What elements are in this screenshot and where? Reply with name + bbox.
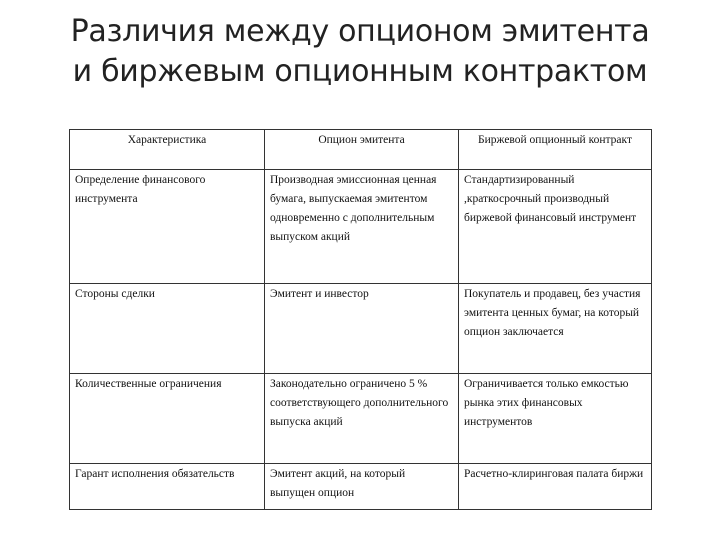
title-line-2: и биржевым опционным контрактом bbox=[72, 54, 648, 89]
exchange-option-cell: Стандартизированный ,краткосрочный производный биржевой финансовый инструмент bbox=[459, 170, 652, 284]
header-characteristic: Характеристика bbox=[70, 130, 265, 170]
exchange-option-cell: Расчетно-клиринговая палата биржи bbox=[459, 464, 652, 510]
row-label: Определение финансового инструмента bbox=[70, 170, 265, 284]
table-row bbox=[70, 170, 652, 284]
issuer-option-cell: Производная эмиссионная ценная бумага, выпускаемая эмитентом одновременно с дополнительным выпуском акций bbox=[265, 170, 459, 284]
comparison-table bbox=[69, 129, 652, 510]
exchange-option-cell: Покупатель и продавец, без участия эмитента ценных бумаг, на который опцион заключается bbox=[459, 284, 652, 374]
issuer-option-cell: Эмитент и инвестор bbox=[265, 284, 459, 374]
issuer-option-cell: Законодательно ограничено 5 % соответствующего дополнительного выпуска акций bbox=[265, 374, 459, 464]
table-row bbox=[70, 464, 652, 510]
row-label: Стороны сделки bbox=[70, 284, 265, 374]
title-line-1: Различия между опционом эмитента bbox=[70, 14, 650, 49]
issuer-option-cell: Эмитент акций, на который выпущен опцион bbox=[265, 464, 459, 510]
row-label: Количественные ограничения bbox=[70, 374, 265, 464]
table-row bbox=[70, 284, 652, 374]
slide-title bbox=[0, 12, 720, 92]
header-exchange-option: Биржевой опционный контракт bbox=[459, 130, 652, 170]
header-issuer-option: Опцион эмитента bbox=[265, 130, 459, 170]
exchange-option-cell: Ограничивается только емкостью рынка этих финансовых инструментов bbox=[459, 374, 652, 464]
table-row bbox=[70, 374, 652, 464]
table-header-row bbox=[70, 130, 652, 170]
row-label: Гарант исполнения обязательств bbox=[70, 464, 265, 510]
